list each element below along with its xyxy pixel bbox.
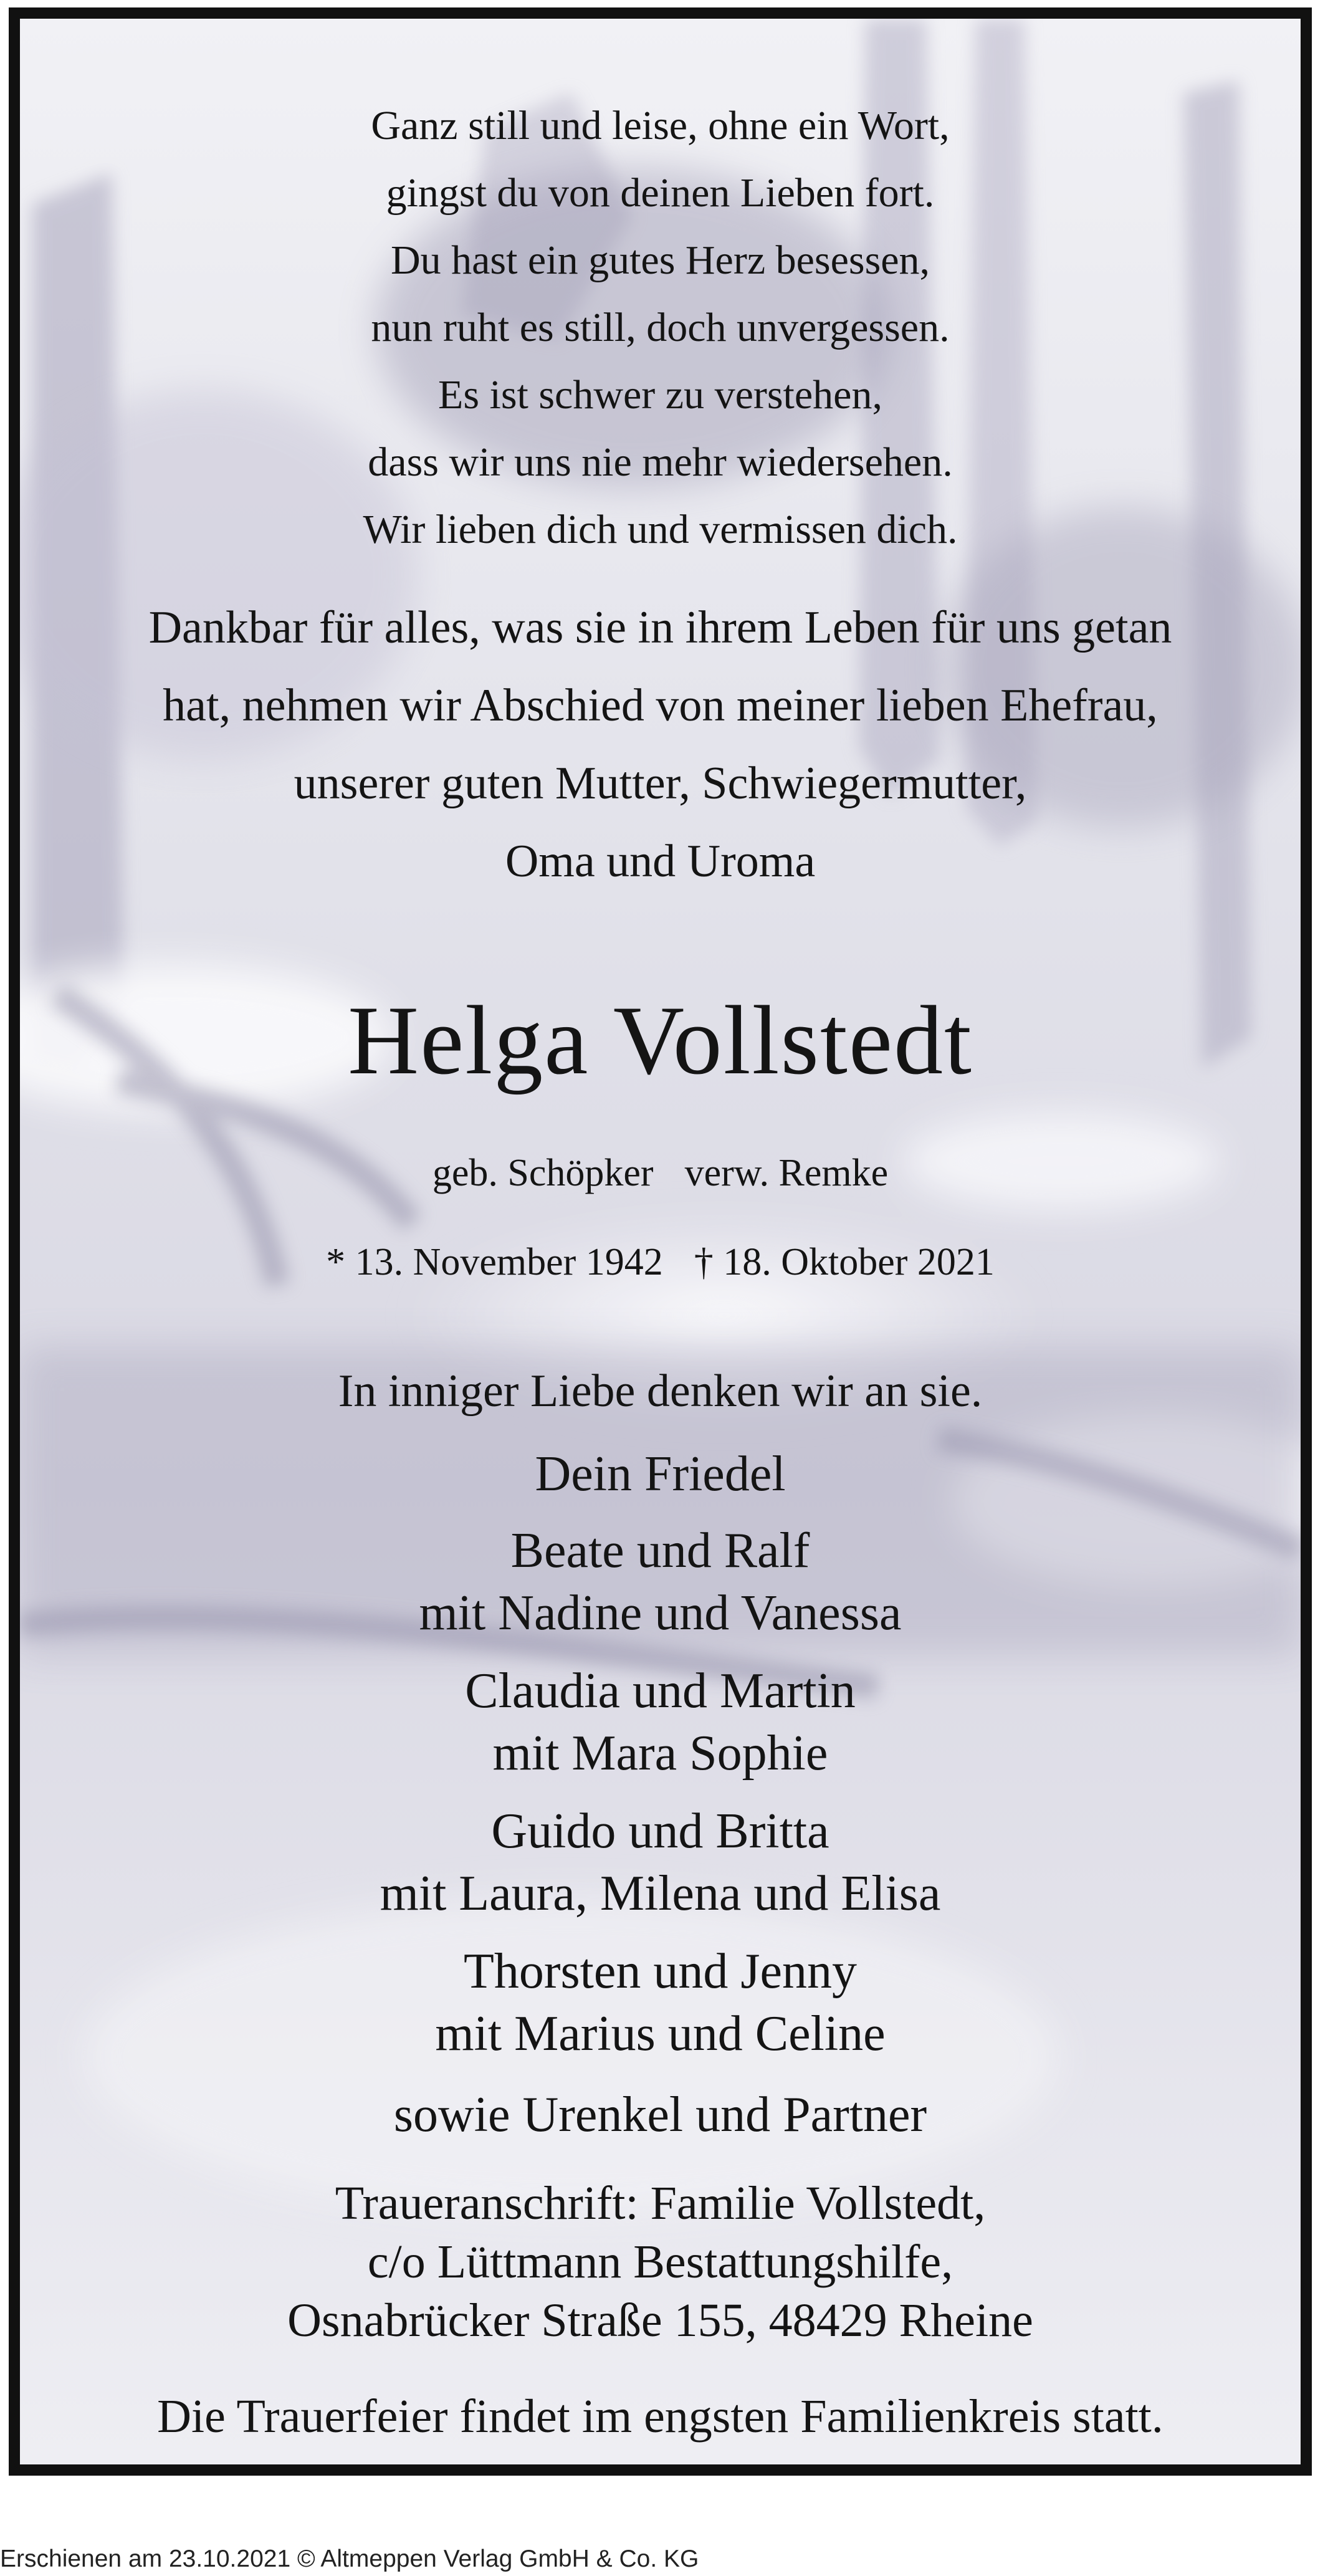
family-line: mit Laura, Milena und Elisa: [380, 1866, 941, 1921]
obituary-notice: [9, 7, 1312, 2476]
maiden-names: [20, 1148, 1301, 1198]
family-line: Claudia und Martin: [465, 1664, 856, 1718]
death-date: † 18. Oktober 2021: [694, 1241, 995, 1283]
address-line: c/o Lüttmann Bestattungshilfe,: [367, 2236, 953, 2288]
birth-name: geb. Schöpker: [432, 1152, 654, 1194]
ceremony-note: Die Trauerfeier findet im engsten Familienkreis statt.: [157, 2390, 1164, 2443]
life-dates: [20, 1237, 1301, 1287]
remembrance-line: In inniger Liebe denken wir an sie.: [338, 1366, 983, 1417]
poem-line: Ganz still und leise, ohne ein Wort,: [371, 103, 950, 148]
publication-footer: Erschienen am 23.10.2021 © Altmeppen Verlag GmbH & Co. KG: [0, 2545, 699, 2572]
family-line: sowie Urenkel und Partner: [393, 2087, 927, 2142]
poem-line: Du hast ein gutes Herz besessen,: [390, 237, 930, 283]
family-line: mit Marius und Celine: [435, 2006, 886, 2061]
intro-line: unserer guten Mutter, Schwiegermutter,: [294, 758, 1027, 809]
poem-line: gingst du von deinen Lieben fort.: [386, 170, 935, 216]
intro-line: Dankbar für alles, was sie in ihrem Leben für uns getan: [148, 602, 1172, 653]
widowed-name: verw. Remke: [684, 1152, 889, 1194]
family-line: mit Nadine und Vanessa: [419, 1586, 902, 1640]
poem-line: nun ruht es still, doch unvergessen.: [371, 305, 950, 350]
family-line: Dein Friedel: [535, 1447, 786, 1501]
address-line: Traueranschrift: Familie Vollstedt,: [335, 2177, 986, 2229]
intro-line: Oma und Uroma: [505, 836, 816, 887]
deceased-name: Helga Vollstedt: [348, 986, 973, 1095]
family-line: Thorsten und Jenny: [463, 1944, 857, 1999]
poem-line: Wir lieben dich und vermissen dich.: [363, 507, 958, 552]
poem-line: Es ist schwer zu verstehen,: [438, 372, 882, 418]
birth-date: * 13. November 1942: [326, 1241, 663, 1283]
poem-line: dass wir uns nie mehr wiedersehen.: [368, 439, 953, 485]
address-line: Osnabrücker Straße 155, 48429 Rheine: [287, 2294, 1033, 2347]
family-line: Guido und Britta: [491, 1804, 829, 1859]
family-line: mit Mara Sophie: [492, 1726, 828, 1781]
intro-line: hat, nehmen wir Abschied von meiner lieben Ehefrau,: [163, 680, 1158, 731]
family-line: Beate und Ralf: [510, 1523, 810, 1578]
